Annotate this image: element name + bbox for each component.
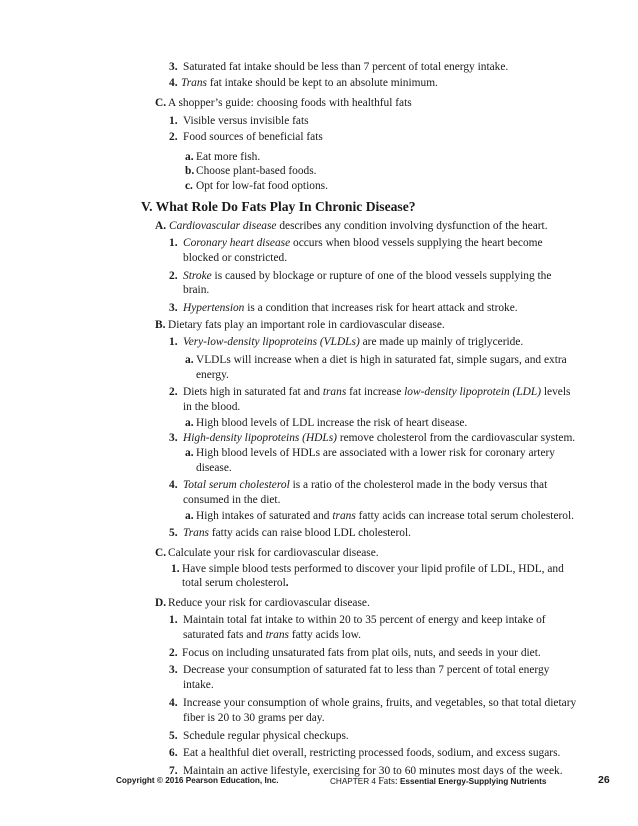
list-marker: 4.	[169, 479, 178, 491]
text-segment: Decrease your consumption of saturated fat to less than 7 percent of total energy	[183, 664, 550, 676]
section-heading: V. What Role Do Fats Play In Chronic Disease?	[141, 199, 416, 214]
text-segment: Saturated fat intake should be less than 7 percent of total energy intake.	[183, 61, 509, 73]
text-segment: Eat more fish.	[196, 151, 261, 163]
list-marker: a.	[185, 354, 194, 366]
text-segment: Visible versus invisible fats	[183, 115, 309, 127]
italic-term: trans	[322, 386, 347, 398]
chapter-title	[330, 776, 546, 787]
italic-term: Very-low-density lipoproteins (VLDLs)	[183, 336, 360, 348]
list-marker: 1.	[169, 237, 178, 249]
text-segment: Choose plant-based foods.	[196, 165, 317, 177]
text-segment: Calculate your risk for cardiovascular disease.	[168, 547, 379, 559]
outline-text	[168, 96, 412, 110]
outline-text	[168, 318, 445, 332]
italic-term: Stroke	[183, 270, 212, 282]
text-segment: Eat a healthful diet overall, restricting processed foods, sodium, and excess sugars.	[183, 747, 561, 759]
text-segment: are made up mainly of triglyceride.	[359, 336, 524, 348]
outline-text	[182, 562, 564, 576]
text-segment: is caused by blockage or rupture of one of the blood vessels supplying the	[211, 270, 552, 282]
text-segment: Focus on including unsaturated fats from plat oils, nuts, and seeds in your diet.	[182, 647, 541, 659]
list-marker: c.	[185, 180, 193, 192]
outline-text	[183, 114, 309, 128]
list-marker: 3.	[169, 302, 178, 314]
list-marker: a.	[185, 151, 194, 163]
text-segment: Schedule regular physical checkups.	[183, 730, 349, 742]
text-segment: is a condition that increases risk for heart attack and stroke.	[244, 302, 518, 314]
italic-term: trans	[332, 510, 356, 522]
outline-text	[183, 335, 523, 349]
text-segment: describes any condition involving dysfunction of the heart.	[276, 220, 548, 232]
chapter-title-rest: Essential Energy-Supplying Nutrients	[399, 777, 547, 786]
outline-text	[183, 663, 549, 677]
text-segment: consumed in the diet.	[183, 494, 281, 506]
list-marker: 7.	[169, 765, 178, 777]
list-marker: 4.	[169, 77, 178, 89]
outline-text	[183, 628, 361, 642]
text-segment: fat increase	[346, 386, 405, 398]
outline-text	[196, 446, 555, 460]
list-marker: 1.	[169, 336, 178, 348]
text-segment: High intakes of saturated and	[196, 510, 333, 522]
outline-text	[181, 76, 438, 90]
list-marker: a.	[185, 447, 194, 459]
italic-term: Hypertension	[183, 302, 245, 314]
text-segment: occurs when blood vessels supplying the heart become	[290, 237, 543, 249]
list-marker: A.	[155, 220, 167, 232]
chapter-label: CHAPTER 4	[330, 777, 376, 786]
outline-text	[183, 400, 240, 414]
outline-text	[183, 251, 287, 265]
text-segment: is a ratio of the cholesterol made in the body versus that	[289, 479, 548, 491]
outline-text	[183, 385, 570, 399]
text-segment: High blood levels of LDL increase the risk of heart disease.	[196, 417, 468, 429]
list-marker: C.	[155, 547, 167, 559]
italic-term: Total serum cholesterol	[183, 479, 290, 491]
page-number: 26	[598, 774, 610, 786]
outline-text	[182, 576, 289, 590]
chapter-title-first: Fats:	[378, 776, 398, 787]
text-segment: High blood levels of HDLs are associated with a lower risk for coronary artery	[196, 447, 556, 459]
list-marker: 3.	[169, 664, 178, 676]
outline-text	[183, 711, 325, 725]
outline-text	[183, 729, 349, 743]
outline-text	[183, 283, 209, 297]
italic-term: Trans	[181, 77, 207, 89]
list-marker: a.	[185, 417, 194, 429]
text-segment: fatty acids can increase total serum cholesterol.	[355, 510, 574, 522]
text-segment: Maintain an active lifestyle, exercising for 30 to 60 minutes most days of the week.	[183, 765, 563, 777]
outline-text	[183, 301, 518, 315]
text-segment: Diets high in saturated fat and	[183, 386, 323, 398]
text-segment: total serum cholesterol	[182, 577, 286, 589]
outline-text	[183, 493, 280, 507]
outline-text	[183, 478, 547, 492]
text-segment: remove cholesterol from the cardiovascular system.	[336, 432, 576, 444]
text-segment: Reduce your risk for cardiovascular disease.	[168, 597, 370, 609]
outline-text	[183, 130, 323, 144]
list-marker: C.	[155, 97, 167, 109]
italic-term: High-density lipoproteins (HDLs)	[183, 432, 337, 444]
list-marker: 1.	[171, 563, 180, 575]
outline-text	[169, 219, 548, 233]
text-segment: Increase your consumption of whole grains, fruits, and vegetables, so that total dietary	[183, 697, 577, 709]
outline-text	[196, 461, 232, 475]
outline-text	[196, 150, 260, 164]
outline-text	[183, 60, 508, 74]
text-segment: fatty acids can raise blood LDL cholesterol.	[208, 527, 411, 539]
list-marker: 3.	[169, 61, 178, 73]
outline-text	[183, 613, 546, 627]
outline-text	[196, 164, 317, 178]
text-segment: Maintain total fat intake to within 20 to 35 percent of energy and keep intake of	[183, 614, 546, 626]
list-marker: 6.	[169, 747, 178, 759]
list-marker: a.	[185, 510, 194, 522]
text-segment: disease.	[196, 462, 232, 474]
list-marker: 1.	[169, 115, 178, 127]
outline-text	[183, 431, 575, 445]
text-segment: A shopper’s guide: choosing foods with healthful fats	[168, 97, 412, 109]
outline-text	[182, 646, 541, 660]
text-segment: fat intake should be kept to an absolute minimum.	[206, 77, 438, 89]
outline-text	[183, 696, 576, 710]
text-segment: Dietary fats play an important role in cardiovascular disease.	[168, 319, 445, 331]
italic-term: Cardiovascular disease	[169, 220, 277, 232]
copyright-notice: Copyright © 2016 Pearson Education, Inc.	[116, 776, 279, 785]
text-segment: in the blood.	[183, 401, 241, 413]
list-marker: 5.	[169, 527, 178, 539]
text-segment: Opt for low-fat food options.	[196, 180, 328, 192]
text-segment: VLDLs will increase when a diet is high in saturated fat, simple sugars, and extra	[196, 354, 567, 366]
outline-text	[168, 596, 370, 610]
italic-term: Trans	[183, 527, 209, 539]
outline-text	[183, 269, 551, 283]
list-marker: 2.	[169, 647, 178, 659]
text-segment: blocked or constricted.	[183, 252, 288, 264]
list-marker: 2.	[169, 386, 178, 398]
list-marker: 2.	[169, 131, 178, 143]
list-marker: 3.	[169, 432, 178, 444]
text-segment: .	[285, 577, 289, 589]
outline-text	[183, 236, 543, 250]
list-marker: B.	[155, 319, 166, 331]
text-segment: fatty acids low.	[288, 629, 361, 641]
outline-text	[196, 509, 574, 523]
outline-text	[196, 179, 328, 193]
list-marker: D.	[155, 597, 167, 609]
text-segment: energy.	[196, 369, 229, 381]
list-marker: 1.	[169, 614, 178, 626]
list-marker: 4.	[169, 697, 178, 709]
text-segment: fiber is 20 to 30 grams per day.	[183, 712, 325, 724]
text-segment: intake.	[183, 679, 214, 691]
text-segment: brain.	[183, 284, 210, 296]
outline-text	[183, 678, 214, 692]
outline-text	[168, 546, 379, 560]
italic-term: low-density lipoprotein (LDL)	[404, 386, 542, 398]
text-segment: levels	[541, 386, 571, 398]
outline-text	[196, 368, 229, 382]
list-marker: 5.	[169, 730, 178, 742]
text-segment: saturated fats and	[183, 629, 266, 641]
outline-text	[196, 416, 467, 430]
outline-text	[183, 526, 411, 540]
text-segment: Have simple blood tests performed to discover your lipid profile of LDL, HDL, and	[182, 563, 564, 575]
italic-term: trans	[265, 629, 289, 641]
text-segment: Food sources of beneficial fats	[183, 131, 323, 143]
outline-text	[196, 353, 567, 367]
list-marker: 2.	[169, 270, 178, 282]
italic-term: Coronary heart disease	[183, 237, 291, 249]
list-marker: b.	[185, 165, 195, 177]
outline-text	[183, 746, 560, 760]
